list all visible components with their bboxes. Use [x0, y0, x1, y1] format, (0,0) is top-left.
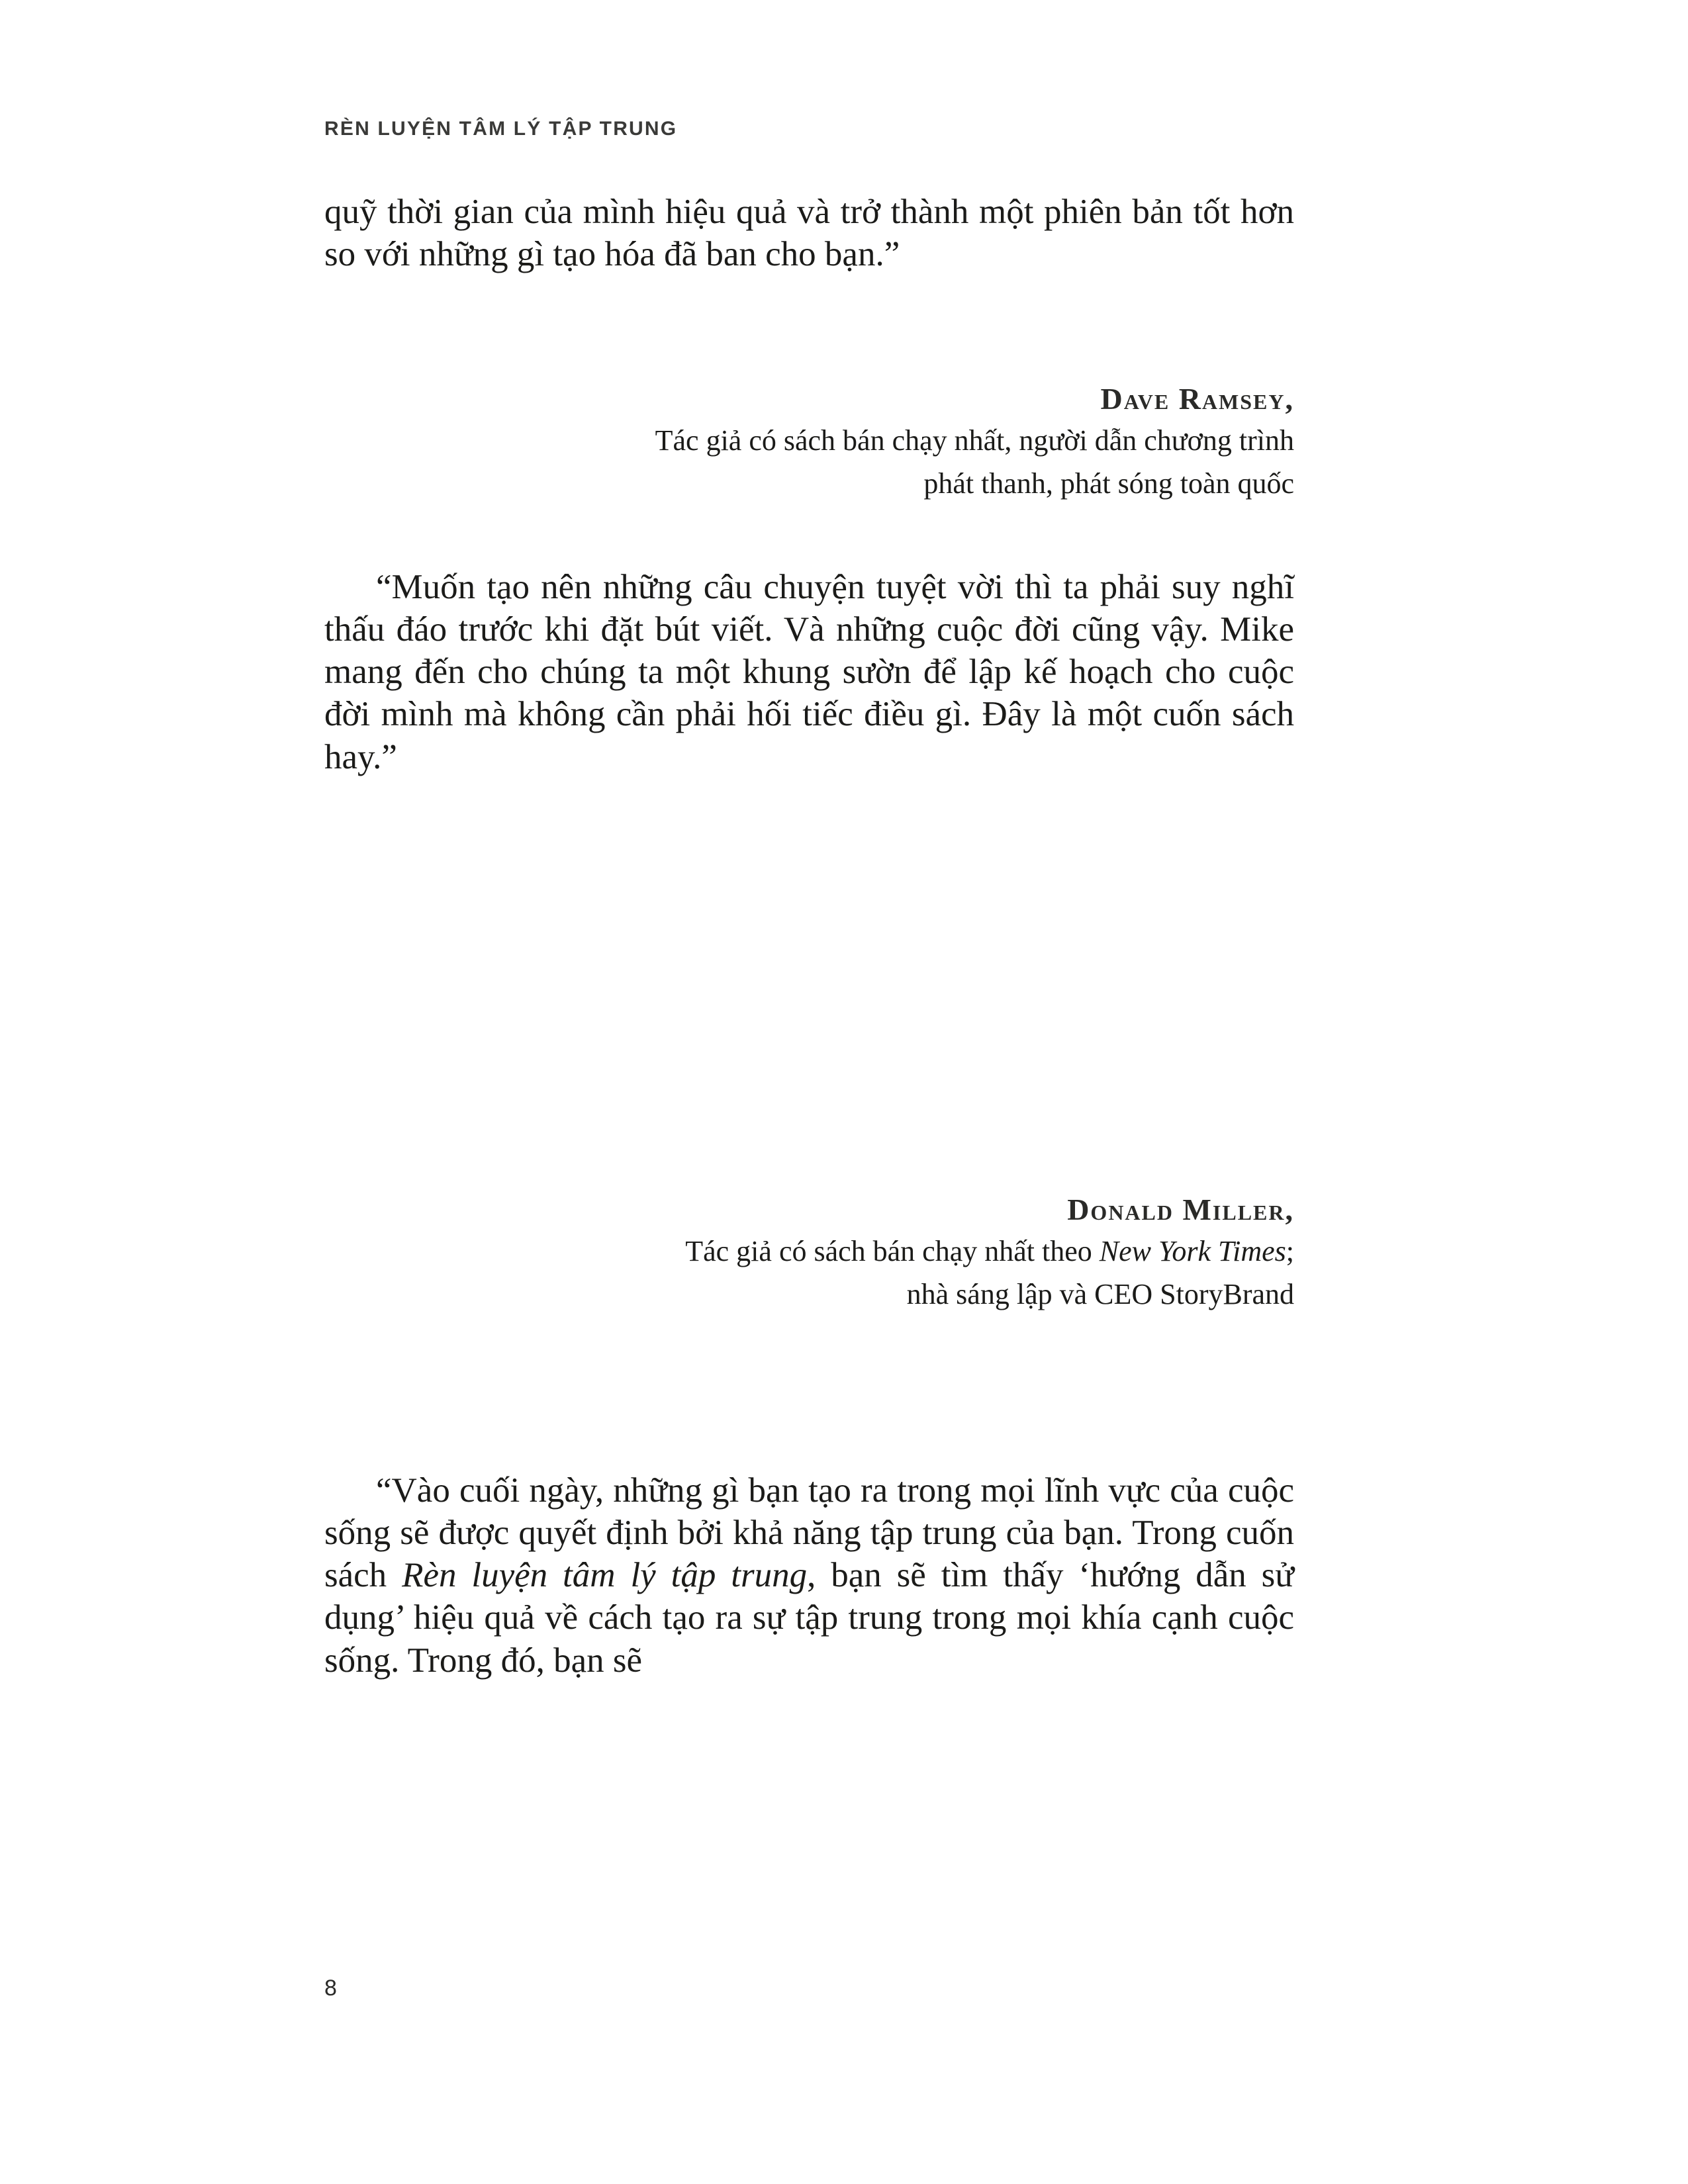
quote-1-attribution: [324, 381, 1294, 502]
quote-3-text-before: “Vào cuối ngày, những gì bạn tạo ra trong mọi lĩnh vực của cuộc sống sẽ được quyết định bởi khả năng tập trung của bạn. Trong cuốn sách: [324, 1471, 1294, 1595]
attribution-name: Donald Miller,: [1067, 1193, 1294, 1226]
running-head: RÈN LUYỆN TÂM LÝ TẬP TRUNG: [324, 118, 678, 140]
attribution-role-line-2: phát thanh, phát sóng toàn quốc: [923, 467, 1294, 500]
attribution-role-line-1: Tác giả có sách bán chạy nhất, người dẫn chương trình: [655, 424, 1294, 457]
quote-paragraph: [324, 566, 1294, 778]
attribution-role-text-before: Tác giả có sách bán chạy nhất theo: [685, 1235, 1100, 1267]
attribution-role-line-1: [324, 1232, 1294, 1270]
attribution-role-title-italic: New York Times: [1099, 1235, 1286, 1267]
quote-3-body: [324, 1469, 1294, 1682]
quote-paragraph: [324, 1469, 1294, 1682]
page-content: [324, 0, 1297, 2184]
quote-paragraph: [324, 191, 1294, 275]
quote-3-text-after: , bạn sẽ tìm thấy ‘hướng dẫn sử dụng’ hiệu quả về cách tạo ra sự tập trung trong mọi khía cạnh cuộc sống. Trong đó, bạn sẽ: [324, 1556, 1294, 1680]
attribution-name: Dave Ramsey,: [1100, 382, 1294, 416]
quote-2-body: “Muốn tạo nên những câu chuyện tuyệt vời thì ta phải suy nghĩ thấu đáo trước khi đặt bút viết. Và những cuộc đời cũng vậy. Mike mang đến cho chúng ta một khung sườn để lập kế hoạch cho cuộc đời mình mà không cần phải hối tiếc điều gì. Đây là một cuốn sách hay.”: [324, 568, 1294, 776]
attribution-role-text-after: ;: [1286, 1235, 1294, 1267]
attribution-role-line-2: nhà sáng lập và CEO StoryBrand: [906, 1278, 1294, 1311]
quote-1-body: quỹ thời gian của mình hiệu quả và trở thành một phiên bản tốt hơn so với những gì tạo hóa đã ban cho bạn.”: [324, 193, 1294, 274]
quote-3-book-title-italic: Rèn luyện tâm lý tập trung: [402, 1556, 808, 1595]
page-number: 8: [324, 1976, 337, 2001]
quote-2-attribution: [324, 1192, 1294, 1313]
